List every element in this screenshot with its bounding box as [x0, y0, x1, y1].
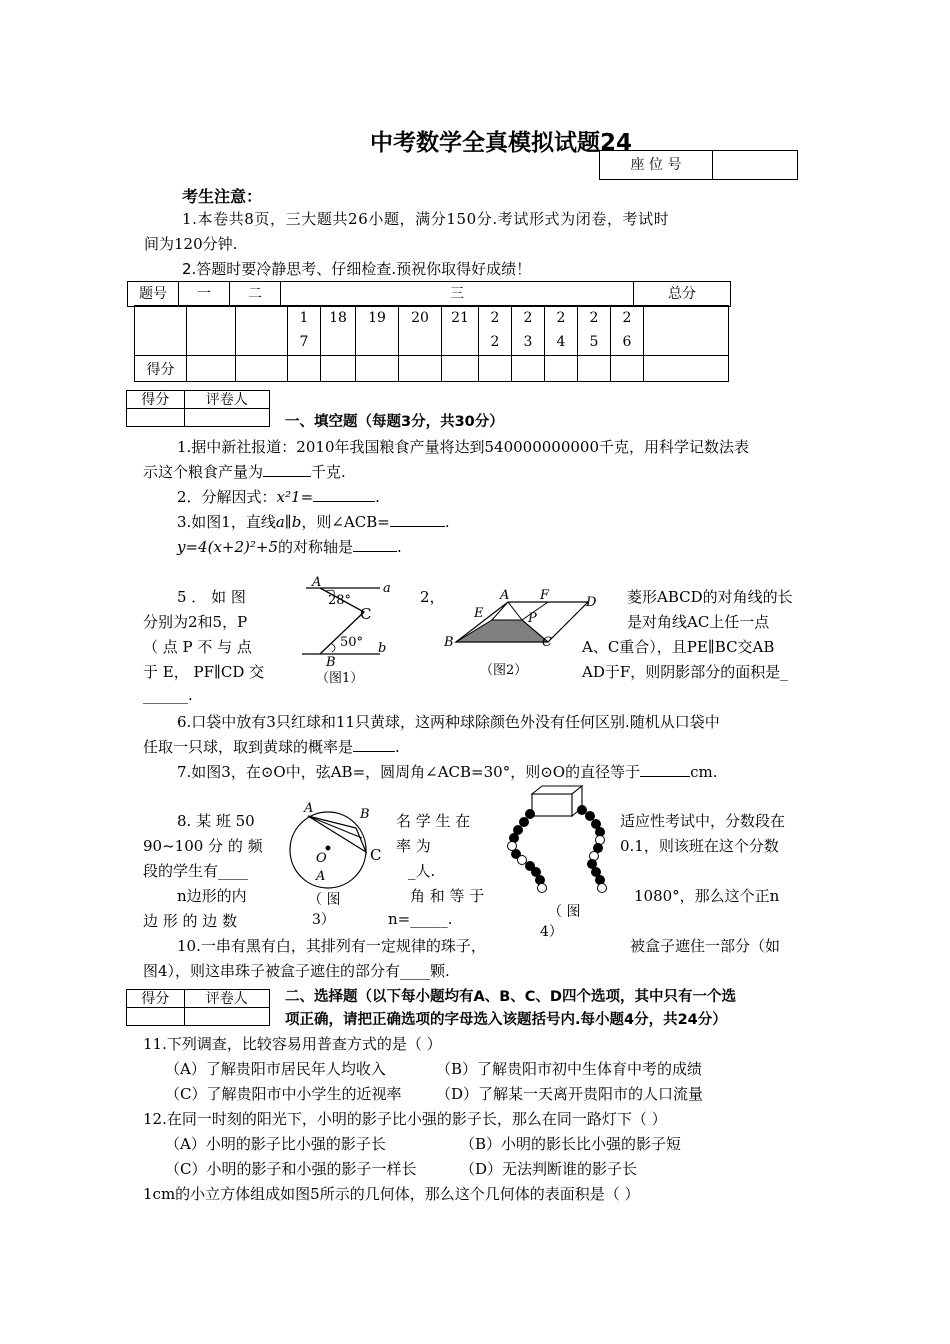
notice-item-1: 1.本卷共8页，三大题共26小题，满分150分.考试形式为闭卷，考试时: [182, 210, 670, 228]
q4: y=4(x+2)²+5的对称轴是 .: [177, 538, 402, 556]
q6-cont: 任取一只球，取到黄球的概率是 .: [143, 738, 400, 756]
q11: 11.下列调查，比较容易用普查方式的是（ ）: [143, 1035, 442, 1053]
notice-item-1-cont: 间为120分钟.: [144, 235, 238, 253]
score-cell: [187, 306, 236, 356]
q5-line3c: A、C重合），且PE∥BC交AB: [582, 638, 775, 656]
fig1-label-B: B: [326, 655, 336, 670]
q5-line1a: 5 ． 如 图: [177, 588, 246, 606]
q9-line2a: 边 形 的 边 数: [143, 912, 238, 930]
score-input[interactable]: [644, 356, 729, 382]
q5-line4a: 于 E， PF∥CD 交: [143, 663, 265, 681]
q9-line1c: 1080°，那么这个正n: [634, 887, 780, 905]
fig3-label-A-bottom: A: [316, 869, 326, 884]
q9-line1a: n边形的内: [177, 887, 247, 905]
fig2-label-P: P: [528, 611, 537, 626]
question-number: 2 6: [611, 306, 644, 356]
page-title: 中考数学全真模拟试题24: [370, 130, 633, 156]
score-input[interactable]: [288, 356, 321, 382]
fig1-angle-1: 28°: [328, 593, 352, 608]
fig2-caption: （图2）: [480, 663, 528, 678]
q5-line5: ______.: [143, 686, 193, 704]
q3-blank[interactable]: [390, 512, 445, 527]
fig2-line-AP: [508, 602, 522, 620]
score-cell: [135, 306, 187, 356]
fig2-line-AE: [492, 602, 508, 620]
question-number: 18: [321, 306, 356, 356]
fig2-label-E: E: [474, 606, 484, 621]
score-input[interactable]: [321, 356, 356, 382]
q12-option-D[interactable]: （D）无法判断谁的影子长: [460, 1160, 638, 1178]
question-number: 1 7: [288, 306, 321, 356]
q12-option-A[interactable]: （A）小明的影子比小强的影子长: [165, 1135, 386, 1153]
fig1-caption: （图1）: [316, 671, 364, 686]
fig2-label-B: B: [444, 635, 454, 650]
q1-cont: [143, 461, 346, 482]
fig1-arc-2: [332, 644, 335, 652]
q2-blank[interactable]: [313, 487, 375, 502]
q5-line4c: AD于F，则阴影部分的面积是_: [582, 663, 788, 681]
fig3-label-B: B: [360, 807, 370, 822]
q5-line2c: 是对角线AC上任一点: [627, 613, 770, 631]
grader-box-2: [126, 989, 270, 1026]
q10-line1b: 被盒子遮住一部分（如: [630, 937, 781, 955]
fig1-label-C: C: [360, 605, 372, 623]
seat-input[interactable]: [713, 151, 797, 179]
section2-heading: 二、选择题（以下每小题均有A、B、C、D四个选项，其中只有一个选: [285, 989, 736, 1005]
question-number: 2 2: [479, 306, 512, 356]
fig4-caption: （ 图: [548, 904, 581, 920]
q7-text: 7.如图3，在⊙O中，弦AB=，圆周角∠ACB=30°，则⊙O的直径等于: [177, 763, 641, 781]
q11-option-D[interactable]: （D）了解某一天离开贵阳市的人口流量: [436, 1085, 704, 1103]
grader-reviewer-input[interactable]: [184, 1008, 269, 1026]
figure-2: [438, 586, 614, 682]
q8-line3b: _人.: [408, 862, 436, 880]
header-part-3: 三: [281, 282, 634, 306]
q7-blank[interactable]: [640, 762, 690, 777]
fig2-label-A: A: [500, 588, 510, 603]
header-total: 总分: [668, 286, 696, 302]
q2-expr: x²1=: [276, 488, 314, 506]
fig1-label-a: a: [383, 581, 391, 596]
fig3-label-A-top: A: [304, 801, 314, 816]
grader-score-label: 得分: [127, 990, 185, 1008]
total-cell: [644, 306, 729, 356]
q13: 1cm的小立方体组成如图5所示的几何体，那么这个几何体的表面积是（ ）: [143, 1185, 640, 1203]
figure-4: [500, 784, 630, 942]
fig3-center-dot: [326, 846, 331, 851]
grader-reviewer-label: 评卷人: [184, 391, 269, 409]
q10-line2: 图4），则这串珠子被盒子遮住的部分有____颗.: [143, 962, 450, 980]
question-number: 2 4: [545, 306, 578, 356]
fig2-label-C: C: [542, 635, 552, 650]
q6-blank[interactable]: [353, 737, 395, 752]
seat-label: 座 位 号: [600, 151, 713, 179]
q2: 2．分解因式：x²1= .: [177, 488, 380, 506]
section1-heading: 一、填空题（每题3分，共30分）: [285, 414, 504, 430]
fig1-angle-2: 50°: [340, 635, 364, 650]
q3-text-b: ，则∠ACB=: [301, 513, 390, 531]
grader-score-input[interactable]: [127, 1008, 185, 1026]
fig3-caption-2: 3）: [312, 912, 335, 928]
q8-line1b: 名 学 生 在: [396, 812, 471, 830]
q3-expr: a∥b: [275, 513, 302, 531]
figure-1: [290, 574, 400, 694]
q3: 3.如图1，直线a∥b，则∠ACB= .: [177, 513, 450, 531]
bead: [518, 856, 527, 865]
q8-line2c: 0.1，则该班在这个分数: [620, 837, 779, 855]
bead: [586, 812, 595, 821]
header-question: 题号: [128, 282, 179, 306]
grader-score-input[interactable]: [127, 409, 185, 427]
grader-box-1: [126, 390, 270, 427]
q1-text: 示这个粮食产量为: [143, 463, 264, 481]
q1-unit: 千克.: [311, 463, 346, 481]
score-table-header: [127, 281, 731, 307]
score-input[interactable]: [187, 356, 236, 382]
bead: [538, 884, 547, 893]
bead: [598, 884, 607, 893]
score-table: [134, 305, 729, 382]
grader-reviewer-input[interactable]: [184, 409, 269, 427]
q7: [177, 761, 717, 782]
q12-option-C[interactable]: （C）小明的影子和小强的影子一样长: [165, 1160, 417, 1178]
q3-text: 3.如图1，直线: [177, 513, 276, 531]
q10-line1a: 10.一串有黑有白，其排列有一定规律的珠子，: [177, 937, 486, 955]
q12-option-B[interactable]: （B）小明的影长比小强的影子短: [460, 1135, 682, 1153]
score-cell: [236, 306, 288, 356]
q5-line1b: 2，: [420, 588, 445, 606]
notice-item-2: 2.答题时要冷静思考、仔细检查.预祝你取得好成绩！: [182, 260, 532, 278]
score-input[interactable]: [545, 356, 578, 382]
fig1-label-A: A: [312, 575, 322, 590]
q12: 12.在同一时刻的阳光下，小明的影子比小强的影子长，那么在同一路灯下（ ）: [143, 1110, 667, 1128]
q9-line1b: 角 和 等 于: [410, 887, 485, 905]
q5-line1c: 菱形ABCD的对角线的长: [627, 588, 793, 606]
bead: [520, 818, 529, 827]
q1: 1.据中新社报道：2010年我国粮食产量将达到540000000000千克，用科学记数法表: [177, 438, 750, 456]
q8-line1a: 8. 某 班 50: [177, 812, 255, 830]
figure-3: [282, 792, 392, 932]
fig3-label-C: C: [370, 846, 382, 864]
question-number: 19: [356, 306, 399, 356]
question-number: 2 3: [512, 306, 545, 356]
q2-text: 2．分解因式：: [177, 488, 277, 506]
score-input[interactable]: [611, 356, 644, 382]
fig4-caption-2: 4）: [540, 924, 563, 940]
header-part-1: 一: [179, 282, 230, 306]
q9-line2b: n=_____.: [388, 910, 453, 928]
score-input[interactable]: [512, 356, 545, 382]
q11-option-A[interactable]: （A）了解贵阳市居民年人均收入: [165, 1060, 386, 1078]
q6-text: 任取一只球，取到黄球的概率是: [143, 738, 354, 756]
bead: [526, 810, 535, 819]
fig3-triangle: [308, 816, 366, 852]
score-input[interactable]: [442, 356, 479, 382]
fig3-label-O: O: [316, 851, 327, 866]
q5-line3a: （ 点 P 不 与 点: [143, 638, 252, 656]
bead: [578, 806, 587, 815]
score-input[interactable]: [399, 356, 442, 382]
q4-expr: y=4(x+2)²+5: [177, 538, 278, 556]
score-input[interactable]: [479, 356, 512, 382]
q8-line2a: 90~100 分 的 频: [143, 837, 263, 855]
fig3-caption: （ 图: [308, 892, 341, 908]
question-number: 2 5: [578, 306, 611, 356]
score-input[interactable]: [578, 356, 611, 382]
question-number: 20: [399, 306, 442, 356]
fig4-box-front: [532, 794, 572, 816]
q8-line2b: 率 为: [396, 837, 431, 855]
q6: 6.口袋中放有3只红球和11只黄球，这两种球除颜色外没有任何区别.随机从口袋中: [177, 713, 720, 731]
fig1-label-b: b: [378, 641, 387, 656]
score-input[interactable]: [236, 356, 288, 382]
q4-text: 的对称轴是: [278, 538, 354, 556]
q11-option-C[interactable]: （C）了解贵阳市中小学生的近视率: [165, 1085, 402, 1103]
q4-blank[interactable]: [353, 537, 397, 552]
seat-number-box: [599, 150, 798, 180]
grader-score-label: 得分: [127, 391, 185, 409]
q1-blank[interactable]: [263, 462, 311, 477]
header-part-2: 二: [230, 282, 281, 306]
score-row-label: 得分: [135, 356, 187, 382]
fig4-beads: [508, 806, 607, 893]
score-input[interactable]: [356, 356, 399, 382]
grader-reviewer-label: 评卷人: [184, 990, 269, 1008]
section2-heading-cont: 项正确，请把正确选项的字母选入该题括号内.每小题4分，共24分）: [285, 1012, 727, 1028]
q8-line1c: 适应性考试中，分数段在: [620, 812, 786, 830]
fig2-label-D: D: [586, 595, 597, 610]
q11-option-B[interactable]: （B）了解贵阳市初中生体育中考的成绩: [436, 1060, 703, 1078]
q7-unit: cm.: [690, 763, 718, 781]
question-number: 21: [442, 306, 479, 356]
notice-heading: 考生注意：: [182, 187, 263, 206]
q8-line3a: 段的学生有____: [143, 862, 249, 880]
q5-line2a: 分别为2和5，P: [143, 613, 248, 631]
fig2-label-F: F: [540, 588, 550, 603]
